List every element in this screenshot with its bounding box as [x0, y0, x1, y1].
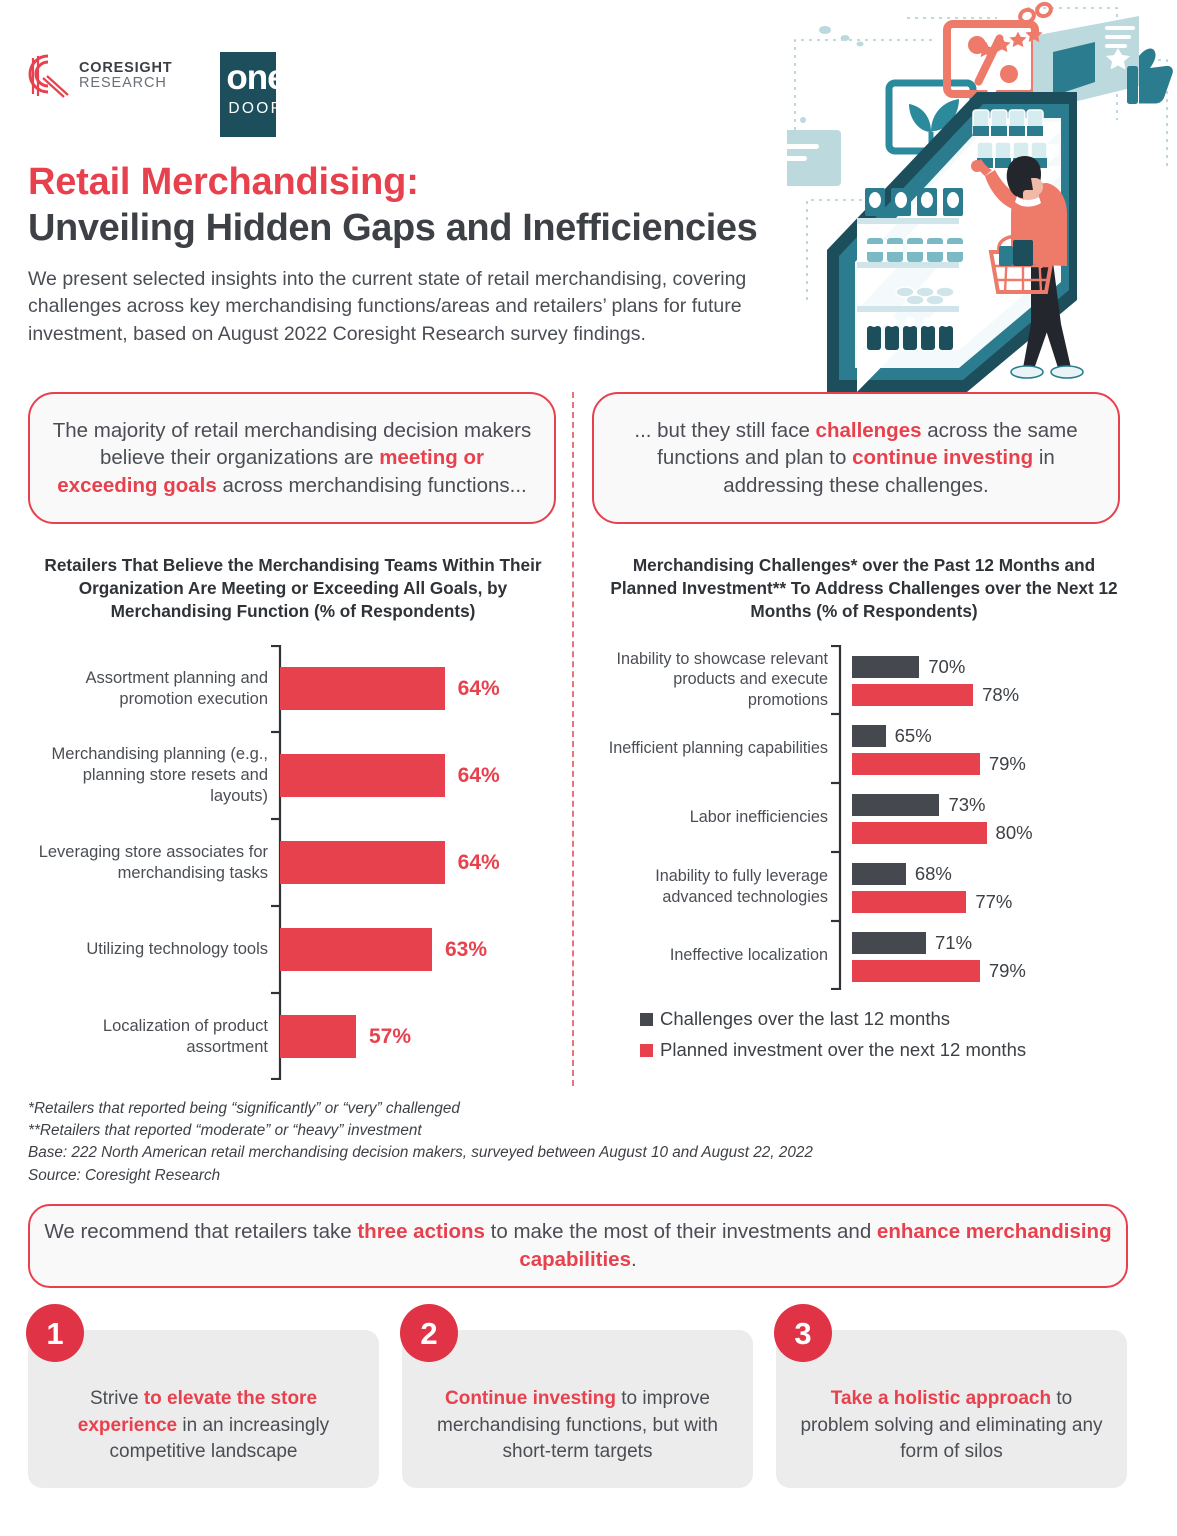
callout-right: [592, 392, 1120, 524]
chart-legend: [640, 1008, 1026, 1070]
challenges-chart-bar: [852, 656, 919, 678]
challenges-chart-category-label: Inefficient planning capabilities: [608, 739, 828, 758]
challenges-chart-bar-row: [852, 656, 965, 678]
action-1-part2: in an increasingly competitive landscape: [109, 1414, 330, 1463]
challenges-chart-value-label: 73%: [948, 793, 986, 815]
goals-chart-value-label: 64%: [457, 850, 500, 874]
goals-chart-bar-wrap: [280, 993, 558, 1080]
goals-chart-bar-wrap: [280, 906, 558, 993]
challenges-chart-bar-row: [852, 822, 1033, 844]
callout-right-part3: in addressing these challenges.: [723, 446, 1055, 497]
challenges-chart-value-label: 65%: [894, 724, 932, 746]
goals-bar-chart: [28, 645, 558, 1080]
footnote-2: **Retailers that reported “moderate” or “heavy” investment: [28, 1122, 422, 1140]
leaf-bubble-icon: [889, 83, 973, 169]
challenges-chart-bar: [852, 932, 926, 954]
review-panel-decor: [977, 16, 1139, 112]
chart-title-challenges: Merchandising Challenges* over the Past 12 Months and Planned Investment** To Address Challenges over the Next 12 Months (% of Respondents): [610, 555, 1118, 622]
footnote-1: *Retailers that reported being “significantly” or “very” challenged: [28, 1100, 460, 1117]
goals-chart-bar-wrap: [280, 732, 558, 819]
action-card-2: [402, 1315, 753, 1488]
onedoor-logo-one: one: [226, 58, 286, 97]
callout-left-part2: across merchandising functions...: [216, 473, 527, 497]
action-text-1: [48, 1386, 359, 1466]
coresight-logo-line2: RESEARCH: [79, 75, 167, 91]
challenges-chart-bar-row: [852, 684, 1019, 706]
recommendation-part2: to make the most of their investments and: [484, 1220, 877, 1244]
action-1-part1: Strive: [89, 1388, 144, 1409]
action-3-part2: to problem solving and eliminating any form of silos: [800, 1388, 1103, 1463]
action-badge-3: 3: [774, 1304, 832, 1362]
challenges-chart-bar-row: [852, 863, 952, 885]
callout-left: [28, 392, 556, 524]
recommendation-part1: We recommend that retailers take: [44, 1220, 358, 1244]
recommendation-part3: .: [630, 1248, 637, 1271]
shopper-figure: [971, 156, 1083, 378]
action-badge-2: 2: [400, 1304, 458, 1362]
goals-chart-bar: [280, 1015, 356, 1058]
challenges-chart-bar: [852, 684, 973, 706]
challenges-chart-bar-row: [852, 932, 972, 954]
goals-chart-row: [28, 732, 558, 819]
goals-chart-bar: [280, 928, 432, 971]
challenges-chart-group: [600, 921, 1128, 990]
challenges-chart-bar: [852, 863, 906, 885]
challenges-chart-group: [600, 714, 1128, 783]
legend-label-challenges: Challenges over the last 12 months: [660, 1008, 951, 1029]
challenges-chart-value-label: 79%: [988, 752, 1026, 774]
challenges-chart-group: [600, 852, 1128, 921]
challenges-chart-bar: [852, 960, 980, 982]
challenges-chart-value-label: 77%: [975, 890, 1013, 912]
challenges-chart-value-label: 71%: [935, 931, 973, 953]
page-title-line1: Retail Merchandising:: [28, 161, 419, 203]
legend-swatch-investment-icon: [640, 1044, 653, 1057]
thumbs-up-icon: [1127, 49, 1173, 104]
challenges-chart-bar-row: [852, 753, 1026, 775]
challenges-chart-category-label: Inability to showcase relevant products and execute promotions: [616, 649, 828, 709]
challenges-chart-bar: [852, 753, 980, 775]
challenges-bar-chart: [600, 645, 1128, 990]
challenges-chart-bar: [852, 822, 987, 844]
footnote-base: Base: 222 North American retail merchandising decision makers, surveyed between August 10 and August 22, 2022: [28, 1144, 813, 1162]
challenges-chart-category-label: Labor inefficiencies: [689, 808, 828, 827]
goals-chart-value-label: 63%: [445, 937, 488, 961]
page-title-line2: Unveiling Hidden Gaps and Inefficiencies: [28, 206, 758, 249]
action-badge-1: 1: [26, 1304, 84, 1362]
goals-chart-category-label: Merchandising planning (e.g., planning store resets and layouts): [51, 745, 268, 805]
goals-chart-bar: [280, 841, 445, 884]
action-cards: [28, 1315, 1128, 1488]
challenges-chart-value-label: 68%: [914, 862, 952, 884]
challenges-chart-bar: [852, 725, 886, 747]
footnote-source: Source: Coresight Research: [28, 1166, 221, 1184]
intro-paragraph: We present selected insights into the current state of retail merchandising, covering challenges across key merchandising functions/areas and retailers’ plans for future investment, based on August 2022 Coresight Research survey findings.: [28, 267, 747, 346]
legend-item-challenges: [640, 1008, 1026, 1030]
recommendation-banner: [28, 1204, 1128, 1288]
footnotes: [28, 1098, 1028, 1187]
goals-chart-value-label: 57%: [369, 1024, 412, 1048]
callout-right-part1: ... but they still face: [634, 419, 816, 443]
goals-chart-value-label: 64%: [457, 763, 500, 787]
challenges-chart-value-label: 78%: [982, 683, 1020, 705]
legend-item-investment: [640, 1039, 1026, 1061]
challenges-chart-group: [600, 783, 1128, 852]
goals-chart-row: [28, 645, 558, 732]
goals-chart-row: [28, 993, 558, 1080]
coresight-research-logo: [28, 52, 172, 100]
goals-chart-row: [28, 906, 558, 993]
coresight-logo-line1: CORESIGHT: [79, 60, 173, 77]
challenges-chart-bar-row: [852, 960, 1026, 982]
goals-chart-bar: [280, 667, 445, 710]
callout-left-highlight: meeting or exceeding goals: [57, 446, 484, 497]
action-3-highlight: Take a holistic approach: [830, 1388, 1052, 1409]
callout-left-part1: The majority of retail merchandising decision makers believe their organizations are: [52, 419, 532, 470]
goals-chart-row: [28, 819, 558, 906]
action-text-3: [796, 1386, 1107, 1466]
challenges-chart-value-label: 70%: [928, 655, 966, 677]
challenges-chart-bar-row: [852, 725, 932, 747]
retail-shelf-illustration: [787, 0, 1177, 392]
challenges-chart-category-label: Inability to fully leverage advanced technologies: [655, 867, 828, 906]
callout-right-highlight1: challenges: [815, 419, 922, 443]
action-card-1: [28, 1315, 379, 1488]
logo-bar: [28, 52, 286, 137]
challenges-chart-value-label: 80%: [995, 821, 1033, 843]
percent-bubble-icon: [947, 24, 1035, 113]
challenges-chart-bar: [852, 891, 966, 913]
challenges-chart-value-label: 79%: [988, 959, 1026, 981]
onedoor-logo: [220, 52, 286, 137]
onedoor-logo-door: DOOR: [228, 100, 285, 117]
recommendation-highlight1: three actions: [357, 1220, 485, 1244]
goals-chart-category-label: Localization of product assortment: [102, 1016, 268, 1056]
title-block: [28, 160, 818, 349]
challenges-chart-bar: [852, 794, 939, 816]
vertical-dashed-divider: [572, 392, 574, 1086]
callout-right-part2: across the same functions and plan to: [657, 419, 1078, 470]
legend-label-investment: Planned investment over the next 12 months: [660, 1039, 1027, 1060]
action-card-3: [776, 1315, 1127, 1488]
goals-chart-value-label: 64%: [457, 676, 500, 700]
action-2-highlight: Continue investing: [445, 1388, 616, 1409]
goals-chart-category-label: Leveraging store associates for merchandising tasks: [38, 842, 268, 882]
goals-chart-category-label: Assortment planning and promotion execution: [85, 668, 268, 708]
goals-chart-bar-wrap: [280, 819, 558, 906]
challenges-chart-group: [600, 645, 1128, 714]
challenges-chart-bar-row: [852, 794, 985, 816]
action-1-highlight: to elevate the store experience: [77, 1388, 318, 1436]
challenges-chart-bar-row: [852, 891, 1012, 913]
action-text-2: [422, 1386, 733, 1466]
chart-title-goals: Retailers That Believe the Merchandising Teams Within Their Organization Are Meeting or Exceeding All Goals, by Merchandising Function (% of Respondents): [44, 555, 542, 622]
goals-chart-category-label: Utilizing technology tools: [86, 940, 268, 959]
goals-chart-bar-wrap: [280, 645, 558, 732]
coresight-mark-icon: [28, 52, 70, 100]
legend-swatch-challenges-icon: [640, 1013, 653, 1026]
action-2-part2: to improve merchandising functions, but with short-term targets: [437, 1388, 718, 1463]
recommendation-highlight2: enhance merchandising capabilities: [519, 1220, 1112, 1271]
challenges-chart-category-label: Ineffective localization: [669, 946, 828, 965]
callout-right-highlight2: continue investing: [852, 446, 1034, 470]
goals-chart-bar: [280, 754, 445, 797]
